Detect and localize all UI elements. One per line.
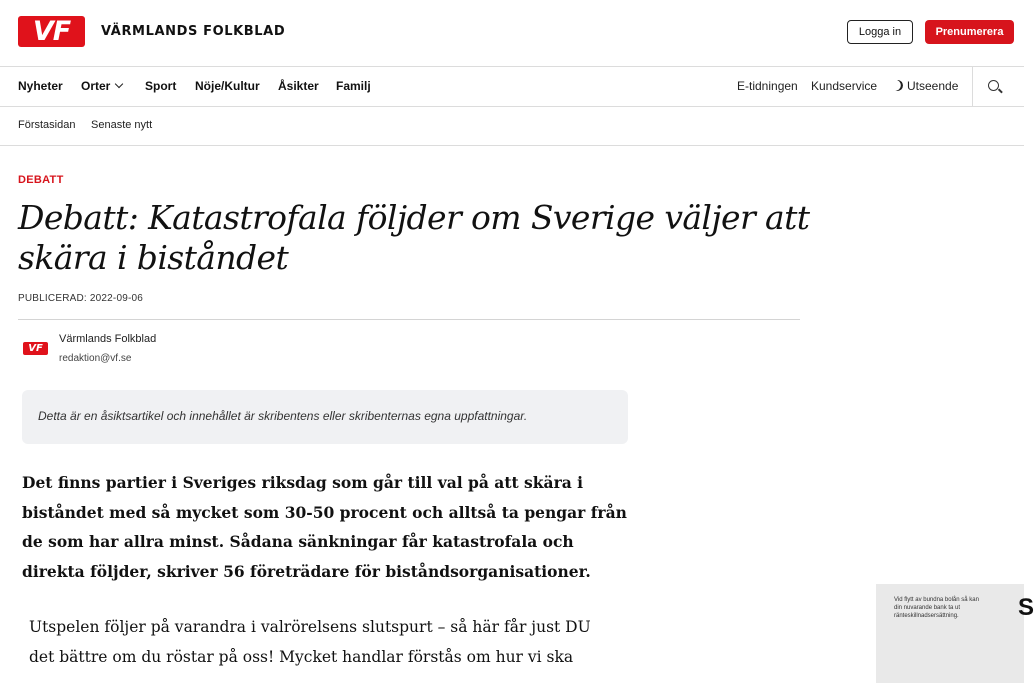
- nav-item-orter-label: Orter: [81, 79, 111, 93]
- nav-item-sport[interactable]: Sport: [145, 79, 177, 93]
- logo-text: VF: [32, 16, 71, 47]
- chevron-down-icon: [115, 80, 123, 88]
- appearance-toggle[interactable]: [892, 79, 958, 93]
- headline-line: Debatt: Katastrofala följder om Sverige väljer att: [18, 198, 810, 237]
- article-body: [29, 613, 639, 672]
- lead-line: de som har allra minst. Sådana sänkningar får katastrofala och: [22, 532, 574, 551]
- published-date: PUBLICERAD: 2022-09-06: [18, 293, 144, 304]
- body-line: det bättre om du röstar på oss! Mycket handlar förstås om hur vi ska: [29, 647, 574, 666]
- sub-nav-item-senaste-nytt[interactable]: Senaste nytt: [91, 119, 153, 131]
- search-button[interactable]: [972, 67, 1024, 107]
- opinion-notice: [22, 390, 628, 444]
- article-lead: [22, 468, 632, 586]
- nav-item-noje-kultur[interactable]: Nöje/Kultur: [195, 79, 260, 93]
- author-email[interactable]: redaktion@vf.se: [59, 353, 132, 364]
- subscribe-button[interactable]: Prenumerera: [925, 20, 1014, 44]
- sub-nav: [0, 107, 1024, 146]
- vf-logo[interactable]: [18, 16, 85, 47]
- ad-text: Vid flytt av bundna bolån så kan din nuvarande bank ta ut ränteskillnadsersättning.: [894, 597, 979, 619]
- login-button[interactable]: Logga in: [847, 20, 913, 44]
- ad-glyph: S: [1018, 594, 1034, 621]
- search-icon: [988, 80, 999, 91]
- nav-item-asikter[interactable]: Åsikter: [278, 79, 319, 93]
- opinion-notice-text: Detta är en åsiktsartikel och innehållet är skribentens eller skribenternas egna uppfattningar.: [38, 409, 528, 423]
- nav-item-familj[interactable]: Familj: [336, 79, 371, 93]
- article-kicker[interactable]: DEBATT: [18, 174, 64, 186]
- appearance-label: Utseende: [907, 79, 959, 93]
- nav-item-kundservice[interactable]: Kundservice: [811, 79, 878, 93]
- lead-line: Det finns partier i Sveriges riksdag som går till val på att skära i: [22, 473, 584, 492]
- lead-line: direkta följder, skriver 56 företrädare för biståndsorganisationer.: [22, 561, 591, 581]
- site-header: [0, 0, 1024, 67]
- brand-name[interactable]: VÄRMLANDS FOLKBLAD: [101, 24, 286, 39]
- advertisement[interactable]: [876, 584, 1034, 683]
- moon-icon: [890, 78, 904, 92]
- author-avatar: VF: [23, 342, 48, 355]
- nav-item-nyheter[interactable]: Nyheter: [18, 79, 63, 93]
- nav-item-e-tidningen[interactable]: E-tidningen: [737, 79, 798, 93]
- nav-item-orter[interactable]: [81, 79, 122, 93]
- lead-line: biståndet med så mycket som 30-50 procent och alltså ta pengar från: [22, 502, 627, 522]
- sub-nav-item-forstasidan[interactable]: Förstasidan: [18, 119, 76, 131]
- headline-line: skära i biståndet: [18, 238, 289, 277]
- divider: [18, 319, 800, 320]
- body-line: Utspelen följer på varandra i valrörelsens slutspurt – så här får just DU: [29, 618, 591, 636]
- author-name[interactable]: Värmlands Folkblad: [59, 333, 157, 345]
- main-nav: [0, 67, 1024, 107]
- article-headline: [18, 198, 818, 278]
